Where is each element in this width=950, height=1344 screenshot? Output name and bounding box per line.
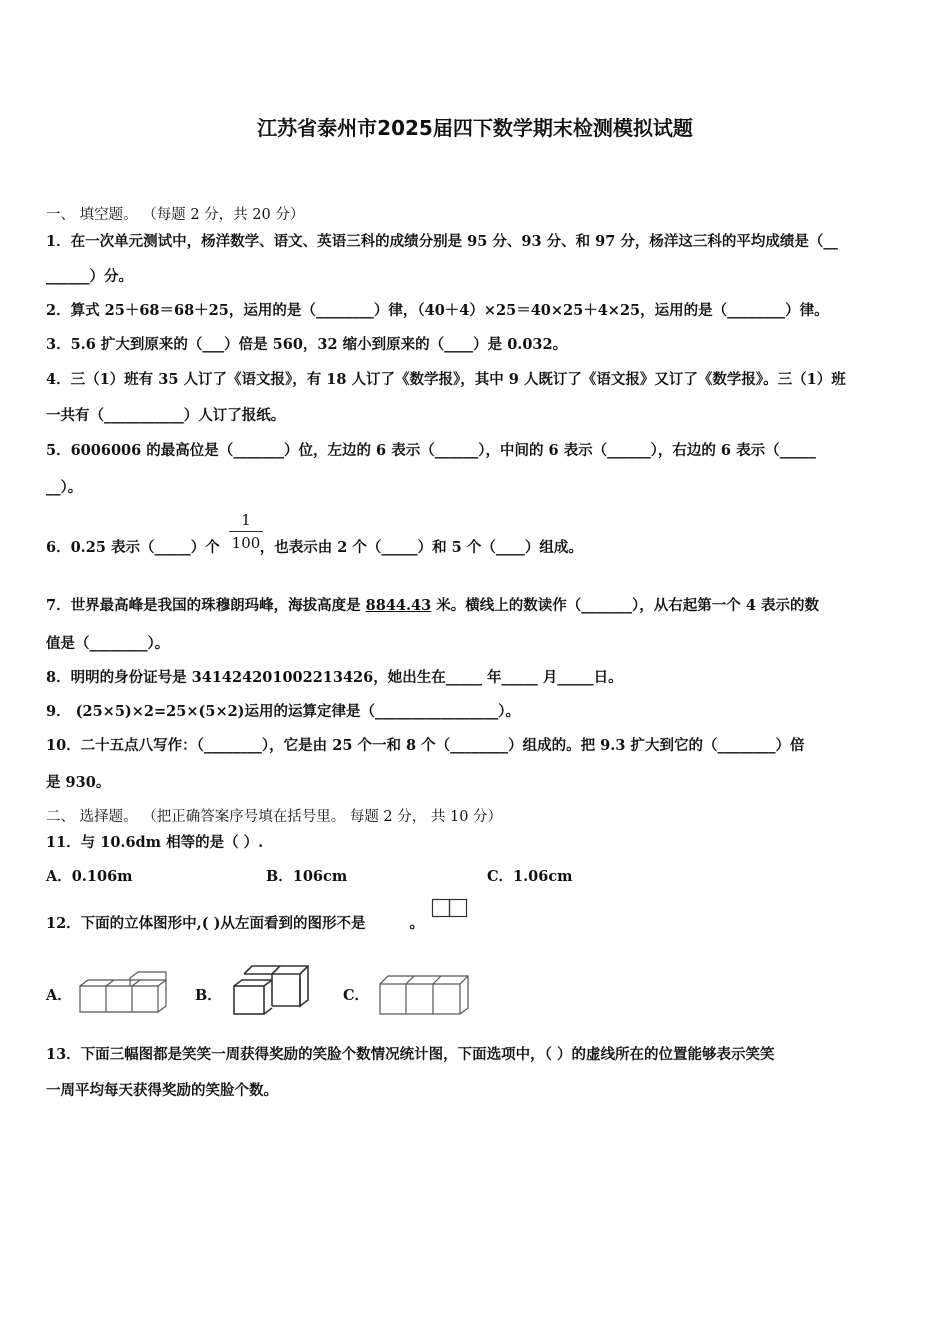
two-squares-figure [432,899,468,919]
question-3: 3．5.6 扩大到原来的（___）倍是 560，32 缩小到原来的（____）是 0.032。 [46,336,568,353]
question-13-line-2: 一周平均每天获得奖励的笑脸个数。 [46,1082,278,1099]
section-1-heading: 一、 填空题。 （每题 2 分，共 20 分） [46,207,305,223]
question-7-line-1 [46,594,819,615]
question-7-before: 7．世界最高峰是我国的珠穆朗玛峰，海拔高度是 [46,597,366,614]
question-13-line-1: 13．下面三幅图都是笑笑一周获得奖励的笑脸个数情况统计图，下面选项中，（ ）的虚线所在的位置能够表示笑笑 [46,1046,775,1063]
question-7-line-2: 值是（________）。 [46,635,170,652]
cube-figure-a [78,968,173,1016]
question-6 [46,536,583,557]
fraction-1-100 [229,510,263,553]
question-11-option-c: C．1.06cm [487,868,573,885]
question-6-before: 6．0.25 表示（_____）个 [46,539,220,556]
question-12-before: 12．下面的立体图形中,( )从左面看到的图形不是 [46,915,366,932]
question-10-line-1: 10．二十五点八写作：（________），它是由 25 个一和 8 个（________）组成的。把 9.3 扩大到它的（________）倍 [46,737,805,754]
question-5-line-1: 5．6006006 的最高位是（_______）位，左边的 6 表示（______），中间的 6 表示（______），右边的 6 表示（_____ [46,442,816,459]
question-7-after: 米。横线上的数读作（_______），从右起第一个 4 表示的数 [431,597,819,614]
question-4-line-1: 4．三（1）班有 35 人订了《语文报》，有 18 人订了《数学报》，其中 9 人既订了《语文报》又订了《数学报》。三（1）班 [46,371,846,388]
question-10-line-2: 是 930。 [46,774,111,791]
question-4-line-2: 一共有（___________）人订了报纸。 [46,407,286,424]
question-12-option-a: A． [46,987,72,1004]
question-12-after: 。 [409,915,424,932]
question-2: 2．算式 25＋68＝68＋25，运用的是（________）律，（40＋4）×25＝40×25＋4×25，运用的是（________）律。 [46,302,829,319]
question-7-underlined-number: 8844.43 [365,597,432,614]
fraction-denominator: 100 [231,534,261,552]
question-11: 11．与 10.6dm 相等的是（ ）. [46,834,264,851]
question-12 [46,912,424,933]
question-6-after: ，也表示由 2 个（_____）和 5 个（____）组成。 [259,539,583,556]
question-12-option-b: B． [195,987,222,1004]
question-11-option-a: A．0.106m [46,868,133,885]
fraction-numerator: 1 [241,511,251,529]
cube-figure-b [230,960,315,1018]
question-11-option-b: B．106cm [266,868,348,885]
cube-figure-c [378,968,473,1018]
question-9: 9． (25×5)×2=25×(5×2)运用的运算定律是（_________________）。 [46,703,521,720]
fraction-bar [229,531,263,532]
question-1-line-1: 1．在一次单元测试中，杨洋数学、语文、英语三科的成绩分别是 95 分、93 分、和 97 分，杨洋这三科的平均成绩是（__ [46,233,838,250]
question-1-line-2: ______）分。 [46,268,133,285]
question-5-line-2: __）。 [46,479,83,496]
section-2-heading: 二、 选择题。 （把正确答案序号填在括号里。 每题 2 分， 共 10 分） [46,809,503,825]
question-8: 8．明明的身份证号是 341424201002213426，她出生在_____ 年_____ 月_____日。 [46,669,623,686]
question-12-option-c: C． [343,987,370,1004]
page-title: 江苏省泰州市2025届四下数学期末检测模拟试题 [257,116,693,140]
